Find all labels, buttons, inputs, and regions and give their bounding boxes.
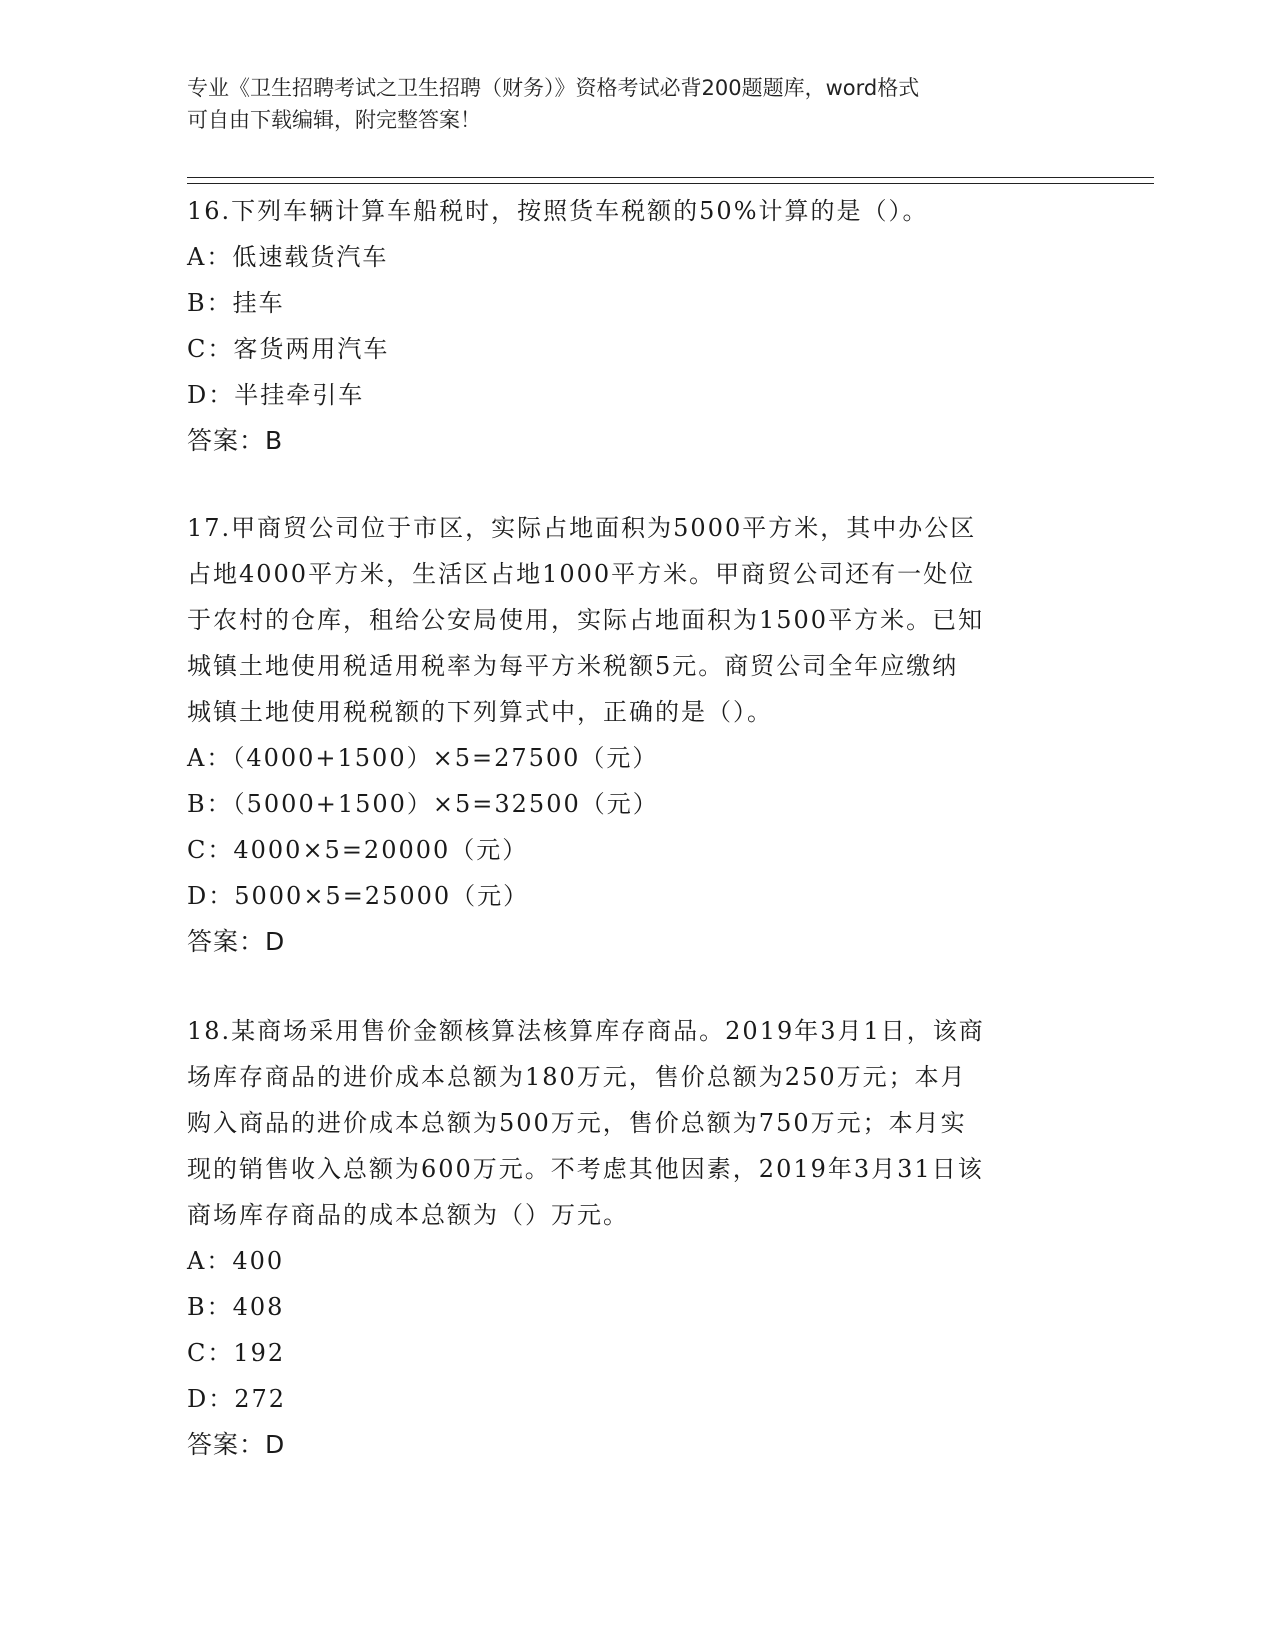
question-18 [187, 1008, 1087, 1468]
option-d: D：272 [187, 1385, 287, 1413]
stem-line: 城镇土地使用税税额的下列算式中，正确的是（）。 [187, 698, 773, 726]
option-c: C：192 [187, 1339, 286, 1367]
header-divider-top [187, 177, 1154, 178]
option-c: C：4000×5=20000（元） [187, 836, 529, 864]
stem-line: 购入商品的进价成本总额为500万元，售价总额为750万元；本月实 [187, 1109, 967, 1137]
stem-line: 占地4000平方米，生活区占地1000平方米。甲商贸公司还有一处位 [187, 560, 976, 588]
stem-line: 16.下列车辆计算车船税时，按照货车税额的50%计算的是（）。 [187, 197, 929, 225]
question-17 [187, 505, 1087, 965]
header-line-1: 专业《卫生招聘考试之卫生招聘（财务）》资格考试必背200题题库，word格式 [187, 76, 920, 100]
stem-line: 现的销售收入总额为600万元。不考虑其他因素，2019年3月31日该 [187, 1155, 984, 1183]
option-b: B：408 [187, 1293, 285, 1321]
option-d: D：5000×5=25000（元） [187, 882, 530, 910]
header-divider-bottom [187, 183, 1154, 184]
question-stem [187, 188, 1087, 234]
option-d: D：半挂牵引车 [187, 381, 365, 409]
option-b: B：（5000+1500）×5=32500（元） [187, 790, 659, 818]
answer-label: 答案：D [187, 927, 286, 956]
option-b: B：挂车 [187, 289, 285, 317]
stem-line: 于农村的仓库，租给公安局使用，实际占地面积为1500平方米。已知 [187, 606, 985, 634]
stem-line: 场库存商品的进价成本总额为180万元，售价总额为250万元；本月 [187, 1063, 967, 1091]
stem-line: 17.甲商贸公司位于市区，实际占地面积为5000平方米，其中办公区 [187, 514, 977, 542]
stem-line: 18.某商场采用售价金额核算法核算库存商品。2019年3月1日，该商 [187, 1017, 985, 1045]
answer-label: 答案：D [187, 1430, 286, 1459]
question-stem [187, 1008, 1087, 1238]
question-stem [187, 505, 1087, 735]
question-16 [187, 188, 1087, 464]
answer-label: 答案：B [187, 426, 284, 455]
option-a: A：（4000+1500）×5=27500（元） [187, 744, 659, 772]
document-header [187, 72, 1067, 136]
option-a: A：400 [187, 1247, 285, 1275]
stem-line: 城镇土地使用税适用税率为每平方米税额5元。商贸公司全年应缴纳 [187, 652, 959, 680]
option-c: C：客货两用汽车 [187, 335, 390, 363]
header-line-2: 可自由下载编辑，附完整答案！ [187, 108, 481, 132]
stem-line: 商场库存商品的成本总额为（）万元。 [187, 1201, 629, 1229]
option-a: A：低速载货汽车 [187, 243, 389, 271]
